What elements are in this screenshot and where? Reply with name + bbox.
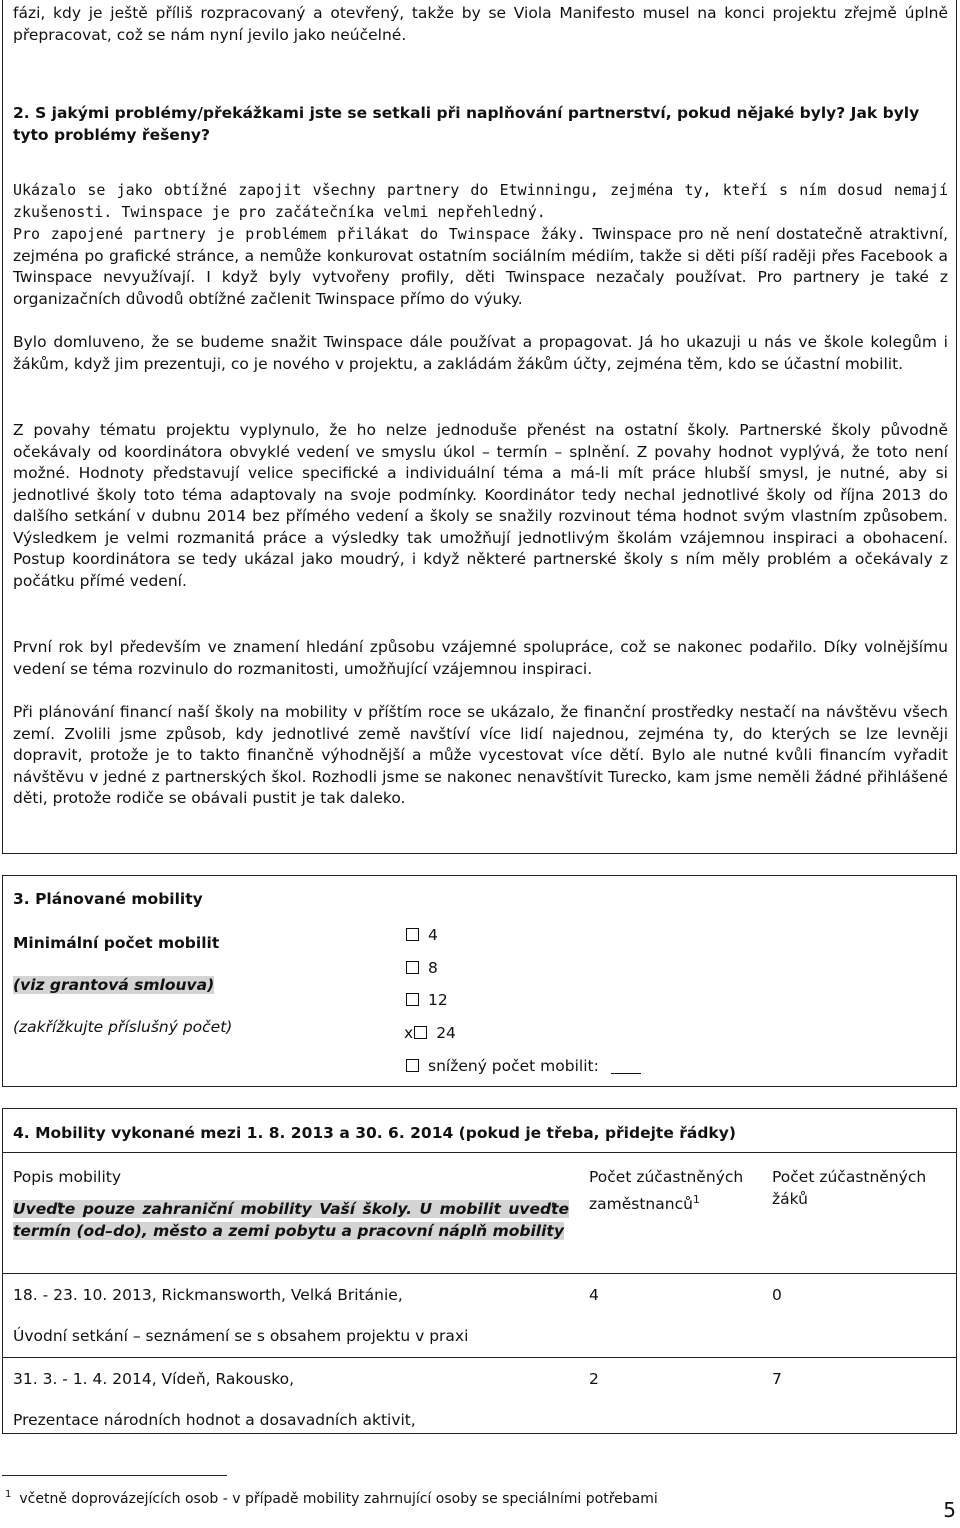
col-staff-header: Počet zúčastněných zaměstnanců$^1$ [589,1168,744,1213]
section-2-para-2a: Pro zapojené partnery je problémem přilákat do Twinspace žáky. [13,225,586,243]
divider [2,1152,957,1153]
option-4[interactable]: 4 [406,924,438,946]
footnote: $^1$ včetně doprovázejících osob - v případě mobility zahrnující osoby se speciálními potřebami [5,1489,658,1507]
section-4-heading: 4. Mobility vykonané mezi 1. 8. 2013 a 30. 6. 2014 (pokud je třeba, přidejte řádky) [13,1124,736,1142]
row-2-students: 7 [772,1370,782,1388]
section-2-heading: 2. S jakými problémy/překážkami jste se setkali při naplňování partnerství, pokud nějaké byly? Jak byly tyto problémy řešeny? [13,104,920,144]
option-12[interactable]: 12 [406,989,448,1011]
section-2-para-4: Z povahy tématu projektu vyplynulo, že ho nelze jednoduše přenést na ostatní školy. Partnerské školy původně očekávaly od koordinátora obvyklé vedení ve smyslu úkol – termín – splnění. Z povahy hodnot vyplývá, že toto není možné. Hodnoty představují velice specifické a individuální téma a má-li mít práce hlubší smysl, je nutné, aby si jednotlivé školy toto téma adaptovaly na svoje podmínky. Koordinátor tedy nechal jednotlivé školy od října 2013 do dalšího setkání v dubnu 2014 bez přímého vedení a školy se snažily rozvinout téma hodnot svým vlastním způsobem. Výsledkem je velmi rozmanitá práce a výsledky tak umožňují jednotlivým školám vzájemnou inspiraci a obohacení. Postup koordinátora se tedy ukázal jako moudrý, i když některé partnerské školy s ním měly problém a očekávaly z počátku přímé vedení. [13,421,948,590]
divider [2,1357,957,1358]
section-2-para-2b: Twinspace pro ně není dostatečně atraktivní, zejména po grafické stránce, a nemůže konkurovat ostatním sociálním médiím, takže si děti píší raději přes Facebook a Twinspace nevyužívají. I když byly vytvořeny profily, děti Twinspace nezačaly používat. Pro partnery je také z organizačních důvodů obtížné začlenit Twinspace přímo do výuky. [13,225,948,308]
row-1-staff: 4 [589,1286,599,1304]
checkbox-icon[interactable] [406,928,419,941]
section-2-para-2 [13,224,948,310]
section-2-para-3: Bylo domluveno, že se budeme snažit Twinspace dále používat a propagovat. Já ho ukazuji u nás ve škole kolegům i žákům, když jim prezentuji, co je nového v projektu, a zakládám žákům účty, zejména těm, kdo se účastní mobilit. [13,333,948,373]
col-description-note: Uveďte pouze zahraniční mobility Vaší školy. U mobilit uveďte termín (od–do), město a zemi pobytu a pracovní náplň mobility [13,1200,569,1240]
checked-mark: x [404,1024,414,1042]
row-1-students: 0 [772,1286,782,1304]
checkbox-icon[interactable] [406,993,419,1006]
option-reduced[interactable]: snížený počet mobilit: [406,1055,641,1077]
row-2-desc: Prezentace národních hodnot a dosavadních aktivit, [13,1411,416,1429]
checkbox-icon[interactable] [414,1026,427,1039]
option-8[interactable]: 8 [406,957,438,979]
cross-hint: (zakřížkujte příslušný počet) [13,1018,233,1036]
section-2-para-5: První rok byl především ve znamení hledání způsobu vzájemné spolupráce, což se nakonec podařilo. Díky volnějšímu vedení se téma rozvinulo do rozmanitosti, umožňující vzájemnou inspiraci. [13,638,948,678]
row-2-date: 31. 3. - 1. 4. 2014, Vídeň, Rakousko, [13,1370,295,1388]
min-mobility-label: Minimální počet mobilit [13,934,220,952]
page-number: 5 [943,1498,956,1522]
checkbox-icon[interactable] [406,961,419,974]
footnote-rule [2,1475,227,1476]
row-1-desc: Úvodní setkání – seznámení se s obsahem projektu v praxi [13,1327,469,1345]
section-3-heading: 3. Plánované mobility [13,890,203,908]
row-1-date: 18. - 23. 10. 2013, Rickmansworth, Velká Británie, [13,1286,403,1304]
section-1-tail: fázi, kdy je ještě příliš rozpracovaný a otevřený, takže by se Viola Manifesto musel na konci projektu zřejmě úplně přepracovat, což se nám nyní jevilo jako neúčelné. [13,4,948,44]
option-24[interactable]: x 24 [404,1024,456,1042]
checkbox-icon[interactable] [406,1059,419,1072]
section-2-para-6: Při plánování financí naší školy na mobility v příštím roce se ukázalo, že finanční prostředky nestačí na návštěvu všech zemí. Zvolili jsme způsob, kdy jednotlivé země navštíví více lidí najednou, zejména ty, do kterých se lze levněji dopravit, protože je to takto finančně výhodnější a může vycestovat více dětí. Bylo ale nutné kvůli financím vyřadit návštěvu v jedné z partnerských škol. Rozhodli jsme se nakonec nenavštívit Turecko, kam jsme neměli žádné přihlášené děti, protože rodiče se obávali pustit je tak daleko. [13,703,948,807]
col-description-header: Popis mobility [13,1168,122,1186]
col-students-header: Počet zúčastněných žáků [772,1168,927,1208]
reduced-count-blank[interactable] [611,1073,641,1074]
section-2-para-1: Ukázalo se jako obtížné zapojit všechny partnery do Etwinningu, zejména ty, kteří s ním dosud nemají zkušenosti. Twinspace je pro začátečníka velmi nepřehledný. [13,181,948,221]
row-2-staff: 2 [589,1370,599,1388]
grant-contract-note: (viz grantová smlouva) [13,976,215,994]
divider [2,1273,957,1274]
